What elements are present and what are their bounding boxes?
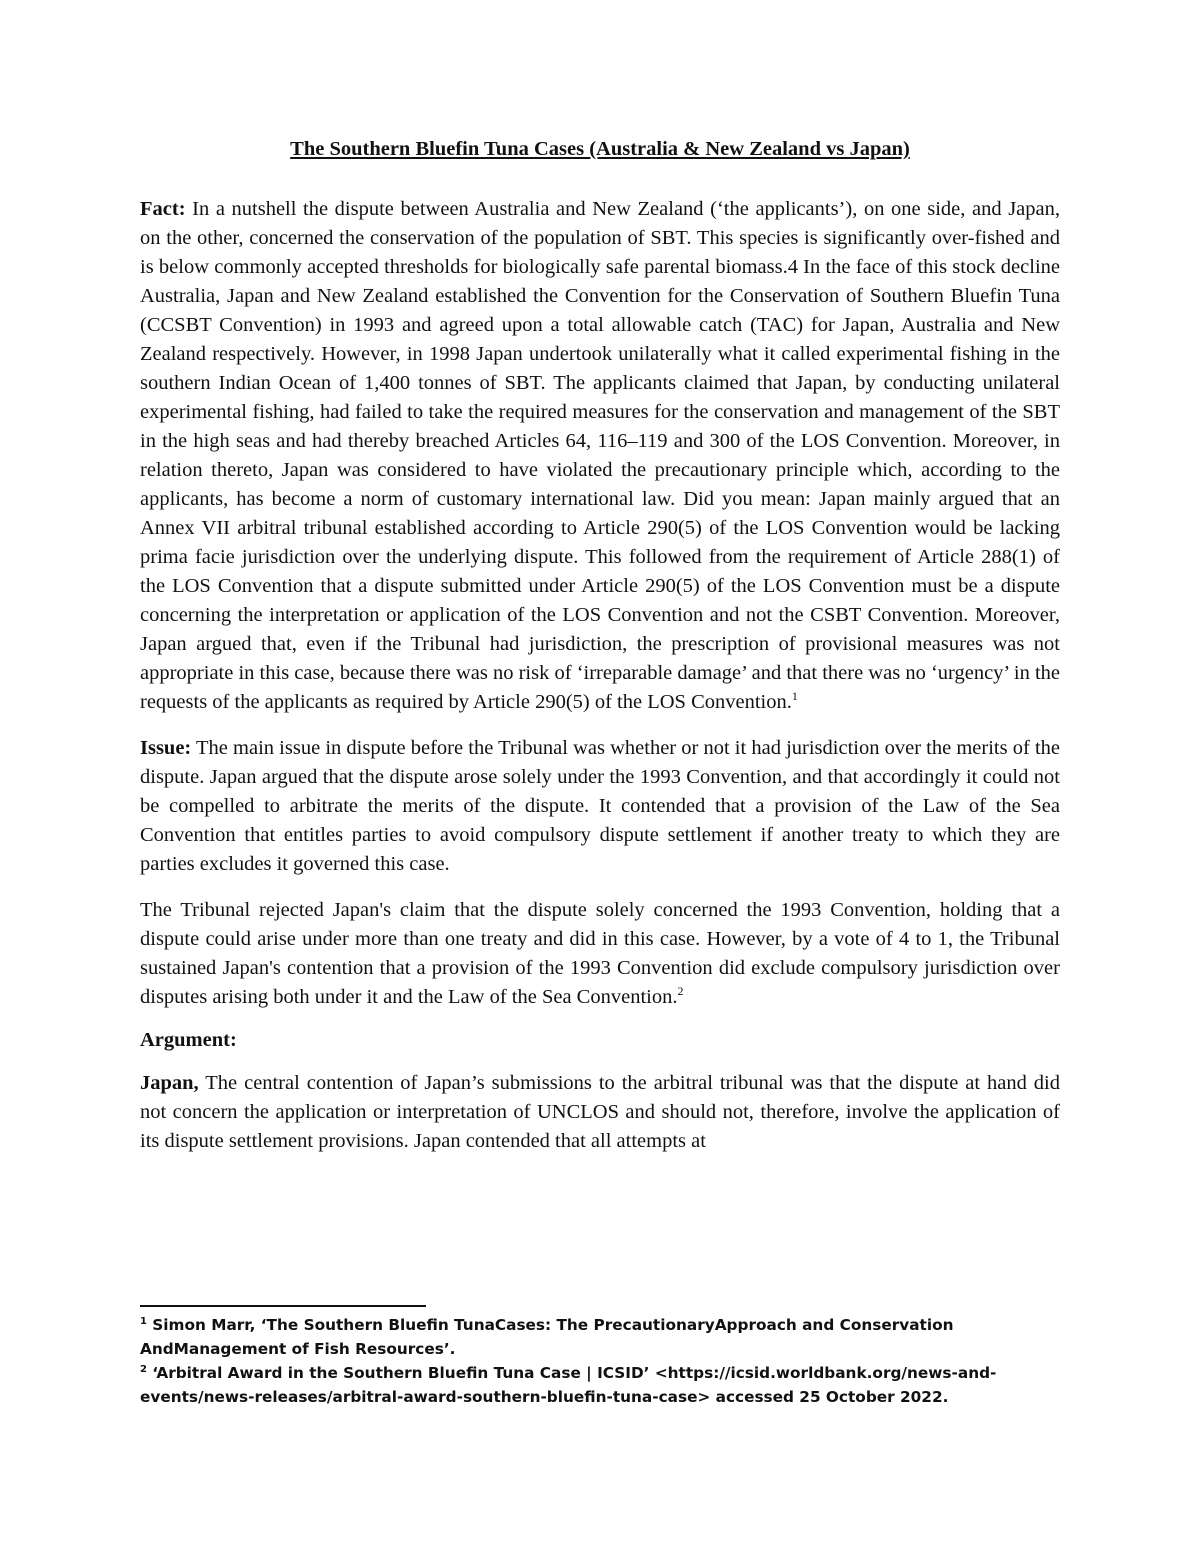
footnote-ref-2[interactable]: 2 — [677, 984, 684, 999]
tribunal-paragraph — [140, 896, 1060, 1012]
japan-text: The central contention of Japan’s submissions to the arbitral tribunal was that the dispute at hand did not concern the application or interpretation of UNCLOS and should not, therefore, involve the application of its dispute settlement provisions. Japan contended that all attempts at — [140, 1072, 1060, 1152]
issue-text: The main issue in dispute before the Tribunal was whether or not it had jurisdiction over the merits of the dispute. Japan argued that the dispute arose solely under the 1993 Convention, and that accordingly it could not be compelled to arbitrate the merits of the dispute. It contended that a provision of the Law of the Sea Convention that entitles parties to avoid compulsory dispute settlement if another treaty to which they are parties excludes it governed this case. — [140, 737, 1060, 875]
fact-text: In a nutshell the dispute between Australia and New Zealand (‘the applicants’), on one side, and Japan, on the other, concerned the conservation of the population of SBT. This species is significantly over-fished and is below commonly accepted thresholds for biologically safe parental biomass.4 In the face of this stock decline Australia, Japan and New Zealand established the Convention for the Conservation of Southern Bluefin Tuna (CCSBT Convention) in 1993 and agreed upon a total allowable catch (TAC) for Japan, Australia and New Zealand respectively. However, in 1998 Japan undertook unilaterally what it called experimental fishing in the southern Indian Ocean of 1,400 tonnes of SBT. The applicants claimed that Japan, by conducting unilateral experimental fishing, had failed to take the required measures for the conservation and management of the SBT in the high seas and had thereby breached Articles 64, 116–119 and 300 of the LOS Convention. Moreover, in relation thereto, Japan was considered to have violated the precautionary principle which, according to the applicants, has become a norm of customary international law. Did you mean: Japan mainly argued that an Annex VII arbitral tribunal established according to Article 290(5) of the LOS Convention would be lacking prima facie jurisdiction over the underlying dispute. This followed from the requirement of Article 288(1) of the LOS Convention that a dispute submitted under Article 290(5) of the LOS Convention must be a dispute concerning the interpretation or application of the LOS Convention and not the CSBT Convention. Moreover, Japan argued that, even if the Tribunal had jurisdiction, the prescription of provisional measures was not appropriate in this case, because there was no risk of ‘irreparable damage’ and that there was no ‘urgency’ in the requests of the applicants as required by Article 290(5) of the LOS Convention. — [140, 198, 1060, 713]
issue-label: Issue: — [140, 737, 192, 759]
japan-label: Japan, — [140, 1072, 199, 1094]
footnotes-section — [140, 1305, 1060, 1409]
issue-paragraph — [140, 734, 1060, 879]
footnote-2 — [140, 1361, 1060, 1409]
argument-heading: Argument: — [140, 1029, 237, 1051]
fact-label: Fact: — [140, 198, 186, 220]
footnote-marker-2: 2 — [140, 1363, 147, 1375]
footnote-marker-1: 1 — [140, 1315, 147, 1327]
document-page — [140, 138, 1060, 1173]
footnote-1 — [140, 1313, 1060, 1361]
document-title: The Southern Bluefin Tuna Cases (Australia & New Zealand vs Japan) — [290, 138, 910, 160]
footnote-text-1: Simon Marr, ‘The Southern Bluefin TunaCases: The PrecautionaryApproach and Conservation AndManagement of Fish Resources’. — [140, 1316, 954, 1358]
footnote-text-2: ‘Arbitral Award in the Southern Bluefin Tuna Case | ICSID’ <https://icsid.worldbank.org/news-and-events/news-releases/arbitral-award-southern-bluefin-tuna-case> accessed 25 October 2022. — [140, 1364, 997, 1406]
fact-paragraph — [140, 195, 1060, 717]
japan-paragraph — [140, 1069, 1060, 1156]
footnote-separator — [140, 1305, 426, 1307]
footnote-ref-1[interactable]: 1 — [791, 689, 798, 704]
tribunal-text: The Tribunal rejected Japan's claim that the dispute solely concerned the 1993 Convention, holding that a dispute could arise under more than one treaty and did in this case. However, by a vote of 4 to 1, the Tribunal sustained Japan's contention that a provision of the 1993 Convention did exclude compulsory jurisdiction over disputes arising both under it and the Law of the Sea Convention. — [140, 899, 1060, 1008]
